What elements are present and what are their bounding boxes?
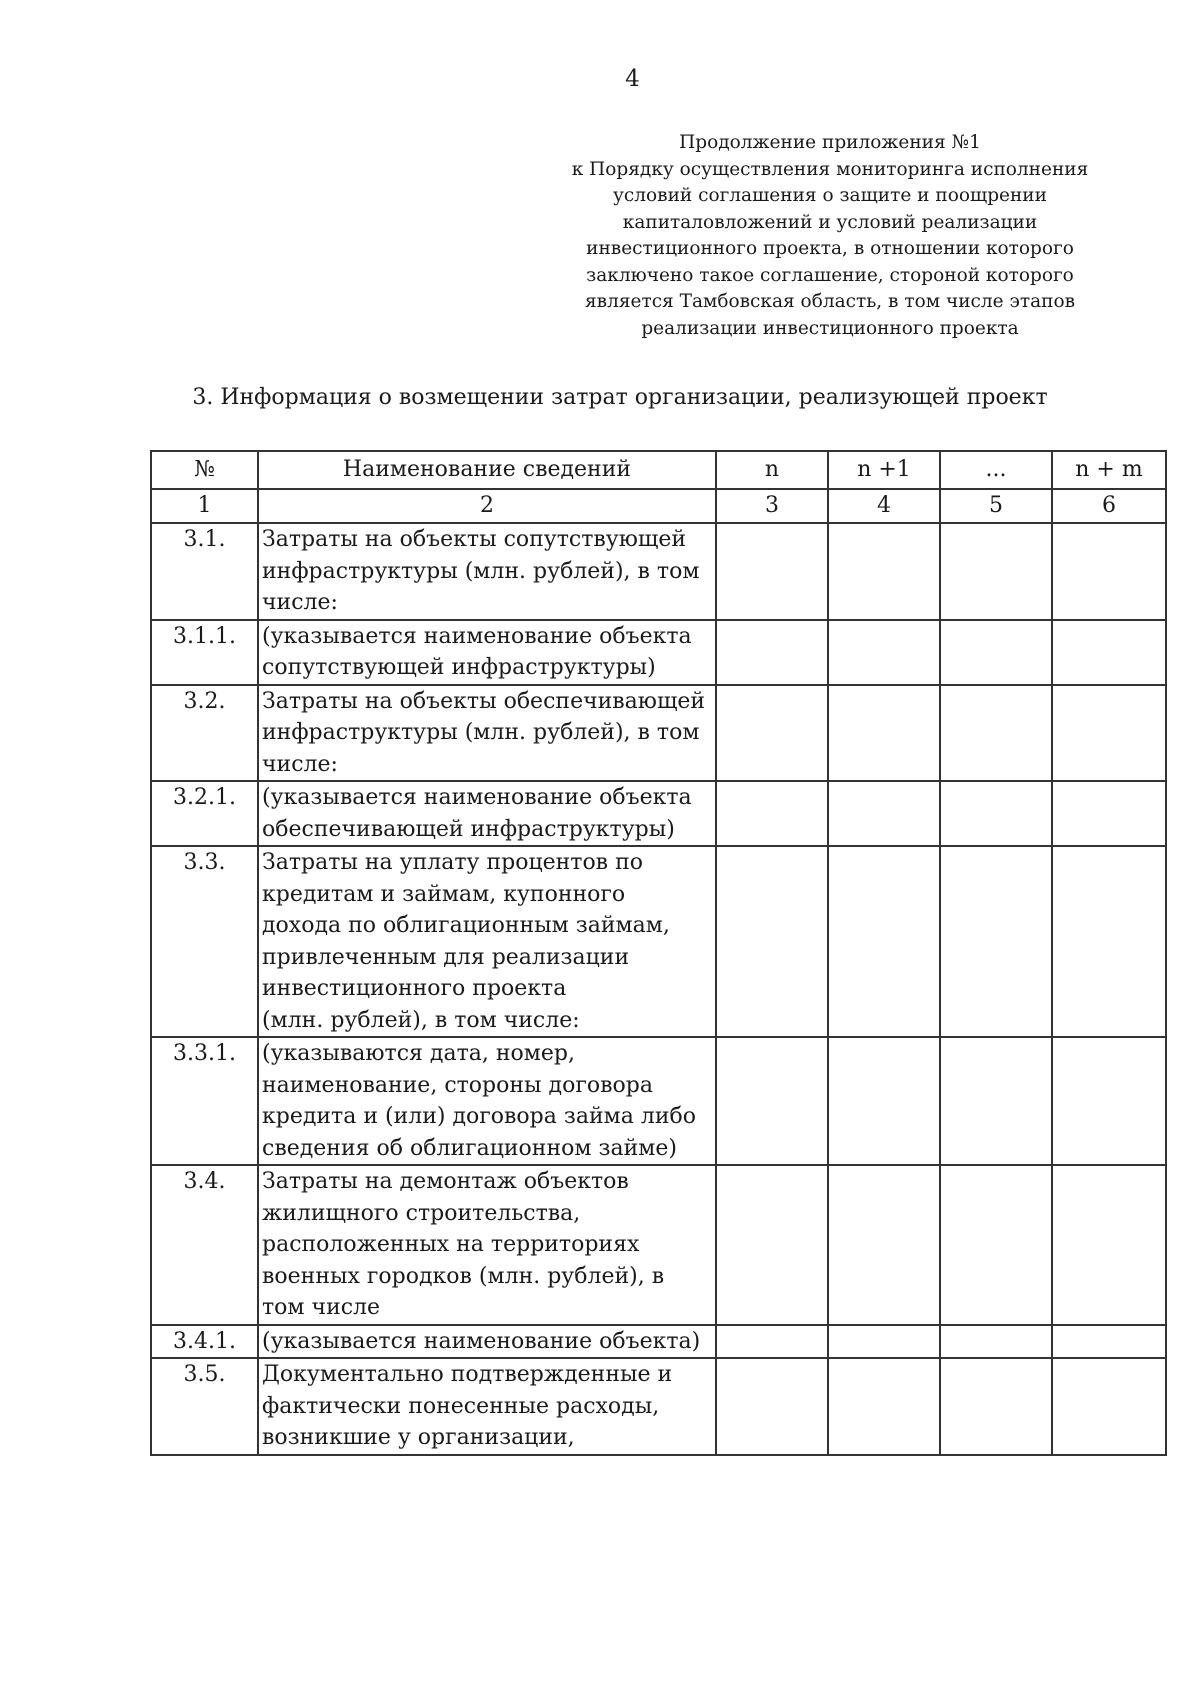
row-name-line: Затраты на объекты сопутствующей — [262, 527, 687, 552]
row-name — [258, 846, 716, 1037]
column-number: 3 — [716, 489, 828, 523]
row-name-line: кредитам и займам, купонного — [262, 881, 626, 907]
column-number: 1 — [151, 489, 258, 523]
value-cell — [940, 1037, 1052, 1165]
appendix-header — [540, 130, 1120, 342]
value-cell — [716, 523, 828, 620]
row-name-line: (указывается наименование объекта — [262, 785, 692, 810]
row-name — [258, 1165, 716, 1325]
row-number: 3.2. — [151, 685, 258, 782]
table-row — [151, 1037, 1166, 1165]
value-cell — [1052, 1037, 1166, 1165]
value-cell — [828, 1165, 940, 1325]
row-name-line: (указываются дата, номер, — [262, 1041, 575, 1066]
appendix-line: к Порядку осуществления мониторинга исполнения — [571, 158, 1089, 180]
row-name-line: Документально подтвержденные и — [262, 1362, 673, 1387]
value-cell — [1052, 1165, 1166, 1325]
value-cell — [716, 781, 828, 846]
row-number: 3.4.1. — [151, 1325, 258, 1359]
row-name-line: привлеченным для реализации — [262, 944, 630, 970]
value-cell — [940, 1325, 1052, 1359]
value-cell — [1052, 1325, 1166, 1359]
value-cell — [940, 846, 1052, 1037]
header-n-plus-m: n + m — [1052, 451, 1166, 489]
value-cell — [1052, 523, 1166, 620]
row-name — [258, 1037, 716, 1165]
column-number: 5 — [940, 489, 1052, 523]
column-number: 4 — [828, 489, 940, 523]
row-name-line: сопутствующей инфраструктуры) — [262, 655, 656, 680]
row-name-line: дохода по облигационным займам, — [262, 913, 670, 938]
value-cell — [716, 846, 828, 1037]
value-cell — [940, 620, 1052, 685]
value-cell — [1052, 620, 1166, 685]
value-cell — [1052, 781, 1166, 846]
row-name-line: числе: — [262, 590, 338, 615]
header-ellipsis: ... — [940, 451, 1052, 489]
section-title: 3. Информация о возмещении затрат организации, реализующей проект — [192, 385, 1048, 410]
table-row — [151, 781, 1166, 846]
value-cell — [828, 620, 940, 685]
page-number: 4 — [625, 66, 640, 92]
row-name-line: фактически понесенные расходы, — [262, 1393, 660, 1419]
value-cell — [716, 1037, 828, 1165]
row-number: 3.1.1. — [151, 620, 258, 685]
appendix-line: инвестиционного проекта, в отношении которого — [586, 238, 1074, 259]
row-number: 3.1. — [151, 523, 258, 620]
header-n: n — [716, 451, 828, 489]
row-name — [258, 523, 716, 620]
row-number: 3.2.1. — [151, 781, 258, 846]
column-number: 6 — [1052, 489, 1166, 523]
row-name-line: кредита и (или) договора займа либо — [262, 1104, 696, 1129]
value-cell — [940, 1165, 1052, 1325]
table-header-row — [151, 451, 1166, 489]
appendix-line: Продолжение приложения №1 — [679, 132, 981, 153]
value-cell — [940, 781, 1052, 846]
row-name-line: расположенных на территориях — [262, 1232, 640, 1257]
row-name-line: обеспечивающей инфраструктуры) — [262, 816, 675, 842]
row-name-line: Затраты на объекты обеспечивающей — [262, 688, 706, 714]
table-row — [151, 1165, 1166, 1325]
table-row — [151, 846, 1166, 1037]
column-number: 2 — [258, 489, 716, 523]
row-number: 3.5. — [151, 1358, 258, 1455]
value-cell — [828, 846, 940, 1037]
header-no: № — [151, 451, 258, 489]
row-name-line: сведения об облигационном займе) — [262, 1135, 677, 1161]
row-name — [258, 781, 716, 846]
row-name — [258, 620, 716, 685]
value-cell — [828, 1037, 940, 1165]
row-name-line: инфраструктуры (млн. рублей), в том — [262, 720, 700, 745]
row-name-line: наименование, стороны договора — [262, 1072, 653, 1098]
row-name-line: (указывается наименование объекта — [262, 623, 692, 649]
row-name-line: военных городков (млн. рублей), в — [262, 1263, 665, 1289]
row-name-line: (млн. рублей), в том числе: — [262, 1007, 580, 1033]
value-cell — [716, 1358, 828, 1455]
header-n-plus-1: n +1 — [828, 451, 940, 489]
value-cell — [716, 1325, 828, 1359]
row-number: 3.3.1. — [151, 1037, 258, 1165]
row-name — [258, 685, 716, 782]
value-cell — [940, 685, 1052, 782]
value-cell — [940, 523, 1052, 620]
row-name-line: жилищного строительства, — [262, 1200, 581, 1226]
table-row — [151, 1325, 1166, 1359]
value-cell — [1052, 846, 1166, 1037]
value-cell — [716, 620, 828, 685]
row-name — [258, 1358, 716, 1455]
value-cell — [828, 1325, 940, 1359]
table-row — [151, 685, 1166, 782]
value-cell — [828, 1358, 940, 1455]
value-cell — [1052, 685, 1166, 782]
row-name-line: Затраты на демонтаж объектов — [262, 1169, 629, 1194]
appendix-line: реализации инвестиционного проекта — [641, 317, 1019, 339]
value-cell — [1052, 1358, 1166, 1455]
table-row — [151, 620, 1166, 685]
column-number-row — [151, 489, 1166, 523]
row-name-line: Затраты на уплату процентов по — [262, 850, 643, 875]
value-cell — [940, 1358, 1052, 1455]
appendix-line: капиталовложений и условий реализации — [622, 211, 1038, 233]
table-row — [151, 523, 1166, 620]
row-name-line: (указывается наименование объекта) — [262, 1328, 701, 1354]
value-cell — [828, 781, 940, 846]
row-name-line: числе: — [262, 751, 338, 777]
row-name — [258, 1325, 716, 1359]
value-cell — [828, 685, 940, 782]
row-number: 3.3. — [151, 846, 258, 1037]
appendix-line: условий соглашения о защите и поощрении — [613, 185, 1047, 206]
value-cell — [828, 523, 940, 620]
row-name-line: том числе — [262, 1295, 381, 1320]
table-row — [151, 1358, 1166, 1455]
row-name-line: инфраструктуры (млн. рублей), в том — [262, 558, 700, 584]
row-name-line: возникшие у организации, — [262, 1425, 575, 1450]
cost-reimbursement-table — [150, 450, 1167, 1456]
value-cell — [716, 1165, 828, 1325]
row-number: 3.4. — [151, 1165, 258, 1325]
appendix-line: заключено такое соглашение, стороной которого — [586, 264, 1074, 286]
row-name-line: инвестиционного проекта — [262, 976, 567, 1001]
appendix-line: является Тамбовская область, в том числе этапов — [585, 291, 1075, 312]
header-name: Наименование сведений — [258, 451, 716, 489]
value-cell — [716, 685, 828, 782]
